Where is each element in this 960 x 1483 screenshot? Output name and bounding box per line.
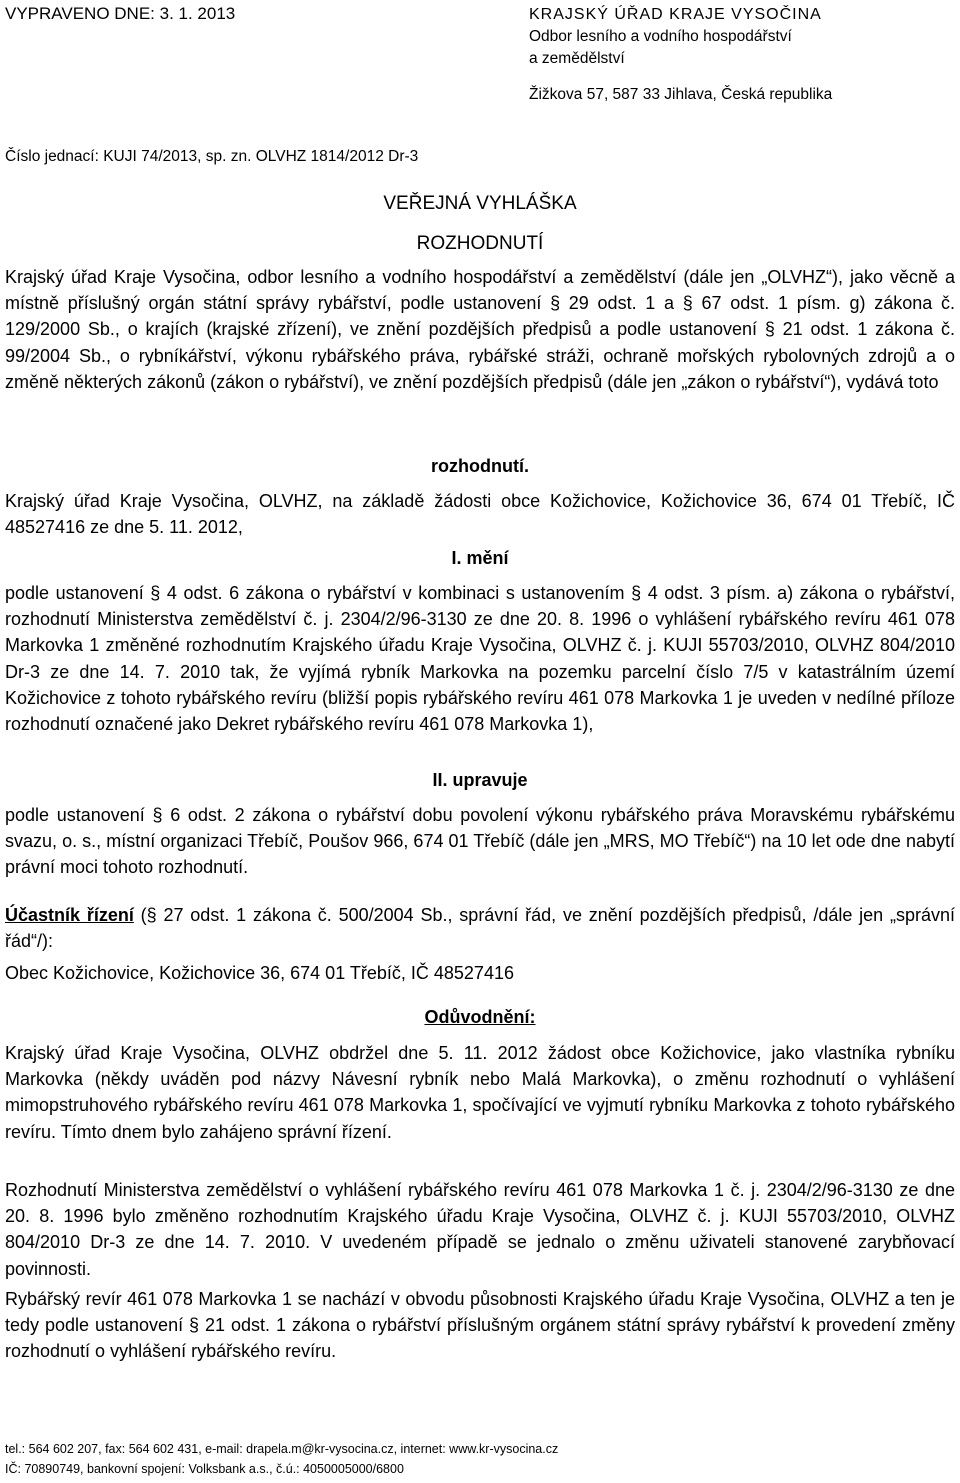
point-1-text: podle ustanovení § 4 odst. 6 zákona o rybářství v kombinaci s ustanovením § 4 odst. 3 písm. a) zákona o rybářství, rozhodnutí Ministerstva zemědělství č. j. 2304/2/96-3130 ze dne 20. 8. 1996 o vyhlášení rybářského revíru 461 078 Markovka 1 změněné rozhodnutím Krajského úřadu Kraje Vysočina, OLVHZ č. j. KUJI 55703/2010, OLVHZ 804/2010 Dr-3 ze dne 14. 7. 2010 tak, že vyjímá rybník Markovka na pozemku parcelní číslo 7/5 v katastrálním území Kožichovice z tohoto rybářského revíru (bližší popis rybářského revíru 461 078 Markovka 1 je uveden v nedílné příloze rozhodnutí označené jako Dekret rybářského revíru 461 078 Markovka 1),	[5, 583, 955, 735]
point-1-heading: I. mění	[451, 548, 509, 568]
notice-title: VEŘEJNÁ VYHLÁŠKA	[383, 193, 577, 214]
authority-address: Žižkova 57, 587 33 Jihlava, Česká republika	[529, 86, 833, 103]
footer-bank: IČ: 70890749, bankovní spojení: Volksbank a.s., č.ú.: 4050005000/6800	[5, 1462, 404, 1476]
reasoning-paragraph-3: Rybářský revír 461 078 Markovka 1 se nachází v obvodu působnosti Krajského úřadu Kraje Vysočina, OLVHZ a ten je tedy podle ustanovení § 21 odst. 1 zákona o rybářství příslušným orgánem státní správy rybářství k provedení změny rozhodnutí o vyhlášení rybářského revíru.	[5, 1289, 955, 1362]
point-2-text: podle ustanovení § 6 odst. 2 zákona o rybářství dobu povolení výkonu rybářského práva Moravskému rybářskému svazu, o. s., místní organizaci Třebíč, Poušov 966, 674 01 Třebíč (dále jen „MRS, MO Třebíč“) na 10 let ode dne nabytí právní moci tohoto rozhodnutí.	[5, 805, 955, 878]
participant-name: Obec Kožichovice, Kožichovice 36, 674 01 Třebíč, IČ 48527416	[5, 963, 514, 983]
published-date: VYPRAVENO DNE: 3. 1. 2013	[5, 4, 236, 23]
participant-text: (§ 27 odst. 1 zákona č. 500/2004 Sb., správní řád, ve znění pozdějších předpisů, /dále jen „správní řád“/):	[5, 905, 956, 952]
reasoning-paragraph-1: Krajský úřad Kraje Vysočina, OLVHZ obdržel dne 5. 11. 2012 žádost obce Kožichovice, jako vlastníka rybníku Markovka (někdy uváděn pod názvy Návesní rybník nebo Malá Markovka), o změnu rozhodnutí o vyhlášení mimopstruhového rybářského revíru 461 078 Markovka 1, spočívající ve vyjmutí rybníku Markovka z tohoto rybářského revíru. Tímto dnem bylo zahájeno správní řízení.	[5, 1043, 955, 1142]
decision-title: ROZHODNUTÍ	[416, 233, 544, 254]
point-2-heading: II. upravuje	[432, 770, 528, 790]
decision-heading: rozhodnutí.	[431, 456, 529, 476]
intro-paragraph: Krajský úřad Kraje Vysočina, odbor lesního a vodního hospodářství a zemědělství (dále jen „OLVHZ“), jako věcně a místně příslušný orgán státní správy rybářství, podle ustanovení § 29 odst. 1 a § 67 odst. 1 písm. g) zákona č. 129/2000 Sb., o krajích (krajské zřízení), ve znění pozdějších předpisů a podle ustanovení § 21 odst. 1 zákona č. 99/2004 Sb., o rybníkářství, výkonu rybářského práva, rybářské stráži, ochraně mořských rybolovných zdrojů a o změně některých zákonů (zákon o rybářství), ve znění pozdějších předpisů (dále jen „zákon o rybářství“), vydává toto	[5, 267, 955, 392]
reasoning-heading: Odůvodnění:	[424, 1007, 536, 1027]
department-line-2: a zemědělství	[529, 50, 625, 67]
reference-number: Číslo jednací: KUJI 74/2013, sp. zn. OLVHZ 1814/2012 Dr-3	[5, 148, 419, 165]
request-paragraph: Krajský úřad Kraje Vysočina, OLVHZ, na základě žádosti obce Kožichovice, Kožichovice 36, 674 01 Třebíč, IČ 48527416 ze dne 5. 11. 2012,	[5, 491, 955, 538]
participant-label: Účastník řízení	[5, 905, 134, 925]
reasoning-paragraph-2: Rozhodnutí Ministerstva zemědělství o vyhlášení rybářského revíru 461 078 Markovka 1 č. j. 2304/2/96-3130 ze dne 20. 8. 1996 bylo změněno rozhodnutím Krajského úřadu Kraje Vysočina, OLVHZ č. j. KUJI 55703/2010, OLVHZ 804/2010 Dr-3 ze dne 14. 7. 2010. V uvedeném případě se jednalo o změnu uživateli stanovené zarybňovací povinnosti.	[5, 1180, 955, 1279]
department-line-1: Odbor lesního a vodního hospodářství	[529, 28, 792, 45]
footer-contact: tel.: 564 602 207, fax: 564 602 431, e-mail: drapela.m@kr-vysocina.cz, internet: www.kr-vysocina.cz	[5, 1442, 559, 1456]
authority-block	[529, 4, 832, 106]
authority-name: KRAJSKÝ ÚŘAD KRAJE VYSOČINA	[529, 6, 822, 23]
participant-paragraph	[5, 902, 955, 954]
